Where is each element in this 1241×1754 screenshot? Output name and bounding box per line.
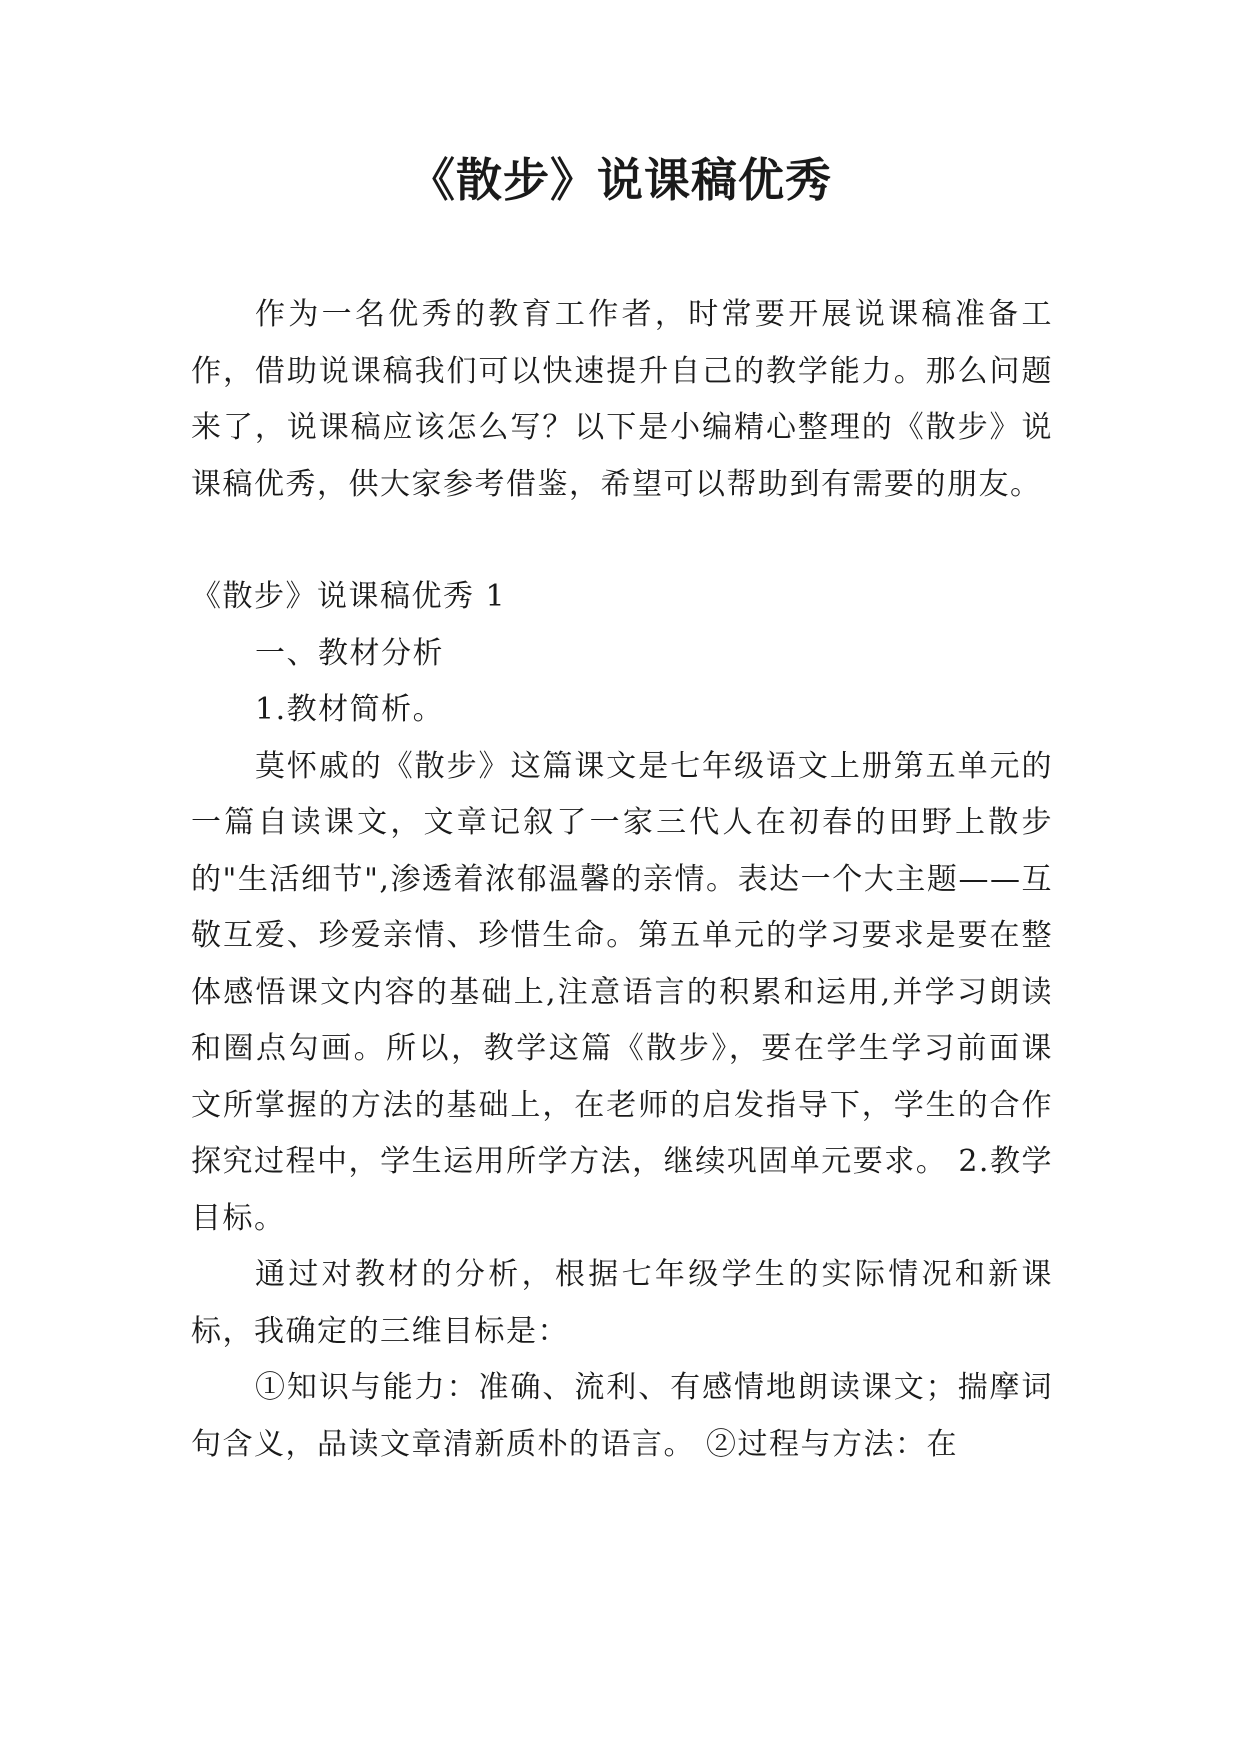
body-paragraph: 通过对教材的分析，根据七年级学生的实际情况和新课标，我确定的三维目标是： — [191, 1257, 1053, 1349]
list-item: 1.教材简析。 — [255, 692, 445, 727]
intro-paragraph: 作为一名优秀的教育工作者，时常要开展说课稿准备工作，借助说课稿我们可以快速提升自己的教学能力。那么问题来了，说课稿应该怎么写？以下是小编精心整理的《散步》说课稿优秀，供大家参考借鉴，希望可以帮助到有需要的朋友。 — [191, 297, 1053, 502]
section-heading: 《散步》说课稿优秀 1 — [191, 579, 507, 614]
body-paragraph: ①知识与能力：准确、流利、有感情地朗读课文；揣摩词句含义，品读文章清新质朴的语言。 ②过程与方法：在 — [191, 1370, 1053, 1462]
document-body — [191, 287, 1053, 1473]
document-title: 《散步》说课稿优秀 — [409, 153, 832, 207]
sub-heading: 一、教材分析 — [255, 635, 444, 671]
body-paragraph: 莫怀戚的《散步》这篇课文是七年级语文上册第五单元的一篇自读课文，文章记叙了一家三代人在初春的田野上散步的"生活细节",渗透着浓郁温馨的亲情。表达一个大主题——互敬互爱、珍爱亲情、珍惜生命。第五单元的学习要求是要在整体感悟课文内容的基础上,注意语言的积累和运用,并学习朗读和圈点勾画。所以，教学这篇《散步》，要在学生学习前面课文所掌握的方法的基础上，在老师的启发指导下，学生的合作探究过程中，学生运用所学方法，继续巩固单元要求。 2.教学目标。 — [191, 748, 1053, 1236]
